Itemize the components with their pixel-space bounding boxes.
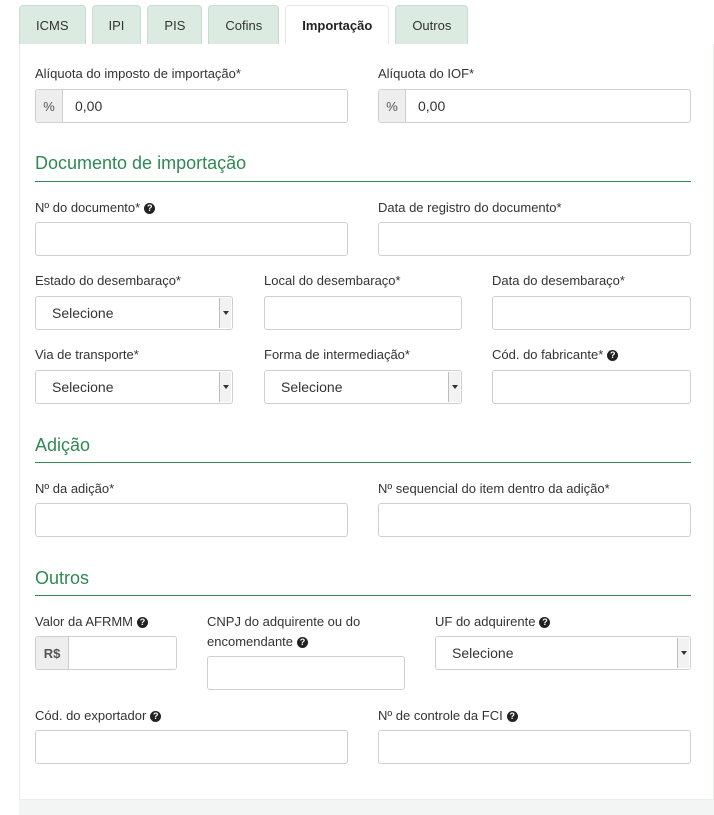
- via-transporte-value: Selecione: [52, 379, 114, 395]
- help-icon[interactable]: ?: [607, 350, 618, 361]
- dropdown-arrow-icon: [677, 638, 689, 668]
- tab-cofins[interactable]: Cofins: [208, 5, 279, 44]
- tab-pis[interactable]: PIS: [147, 5, 202, 44]
- numero-adicao-input[interactable]: [35, 503, 348, 537]
- dropdown-arrow-icon: [448, 372, 460, 402]
- help-icon[interactable]: ?: [297, 637, 308, 648]
- section-divider: [35, 595, 691, 596]
- forma-intermediacao-label: Forma de intermediação*: [264, 347, 410, 362]
- aliquota-importacao-label: Alíquota do imposto de importação*: [35, 66, 241, 81]
- tab-ipi[interactable]: IPI: [92, 5, 142, 44]
- aliquota-iof-label: Alíquota do IOF*: [378, 66, 475, 81]
- afrmm-value[interactable]: [69, 637, 93, 669]
- controle-fci-input[interactable]: [378, 730, 691, 764]
- tab-outros[interactable]: Outros: [395, 5, 468, 44]
- help-icon[interactable]: ?: [150, 711, 161, 722]
- data-desembaraco-input[interactable]: [492, 296, 691, 330]
- forma-intermediacao-select[interactable]: [264, 370, 462, 404]
- numero-documento-label: Nº do documento* ?: [35, 198, 155, 218]
- data-registro-input[interactable]: [378, 222, 691, 256]
- cod-fabricante-label: Cód. do fabricante* ?: [492, 345, 618, 365]
- percent-addon: %: [36, 90, 63, 122]
- data-desembaraco-label: Data do desembaraço*: [492, 273, 625, 288]
- aliquota-iof-input[interactable]: [378, 89, 691, 123]
- section-title-adicao: Adição: [35, 435, 91, 455]
- section-divider: [35, 181, 691, 182]
- via-transporte-select[interactable]: [35, 370, 233, 404]
- afrmm-label: Valor da AFRMM ?: [35, 612, 148, 632]
- controle-fci-label: Nº de controle da FCI ?: [378, 706, 518, 726]
- uf-adquirente-label: UF do adquirente ?: [435, 612, 550, 632]
- cnpj-adquirente-input[interactable]: [207, 656, 405, 690]
- panel-footer-shade: [19, 800, 714, 815]
- estado-desembaraco-label: Estado do desembaraço*: [35, 273, 181, 288]
- uf-adquirente-value: Selecione: [452, 645, 514, 661]
- dropdown-arrow-icon: [219, 298, 231, 328]
- tab-bar: [19, 5, 468, 44]
- numero-adicao-label: Nº da adição*: [35, 481, 115, 496]
- help-icon[interactable]: ?: [539, 617, 550, 628]
- estado-desembaraco-value: Selecione: [52, 305, 114, 321]
- help-icon[interactable]: ?: [507, 711, 518, 722]
- aliquota-importacao-value[interactable]: 0,00: [75, 98, 103, 114]
- via-transporte-label: Via de transporte*: [35, 347, 139, 362]
- cnpj-adquirente-label: CNPJ do adquirente ou do encomendante ?: [207, 614, 361, 649]
- dropdown-arrow-icon: [219, 372, 231, 402]
- section-title-outros: Outros: [35, 568, 90, 588]
- data-registro-label: Data de registro do documento*: [378, 200, 562, 215]
- sequencial-item-input[interactable]: [378, 503, 691, 537]
- numero-documento-input[interactable]: [35, 222, 348, 256]
- percent-addon: %: [379, 90, 406, 122]
- cod-exportador-input[interactable]: [35, 730, 348, 764]
- local-desembaraco-label: Local do desembaraço*: [264, 273, 401, 288]
- section-divider: [35, 462, 691, 463]
- estado-desembaraco-select[interactable]: [35, 296, 233, 330]
- aliquota-importacao-input[interactable]: [35, 89, 348, 123]
- local-desembaraco-input[interactable]: [264, 296, 462, 330]
- sequencial-item-label: Nº sequencial do item dentro da adição*: [378, 481, 610, 496]
- cod-fabricante-input[interactable]: [492, 370, 691, 404]
- currency-addon: R$: [36, 637, 69, 669]
- tab-icms[interactable]: ICMS: [19, 5, 86, 44]
- help-icon[interactable]: ?: [144, 203, 155, 214]
- help-icon[interactable]: ?: [137, 617, 148, 628]
- cod-exportador-label: Cód. do exportador ?: [35, 706, 161, 726]
- afrmm-input[interactable]: [35, 636, 177, 670]
- tab-importacao[interactable]: Importação: [285, 5, 389, 44]
- section-title-documento: Documento de importação: [35, 153, 247, 173]
- aliquota-iof-value[interactable]: 0,00: [418, 98, 446, 114]
- uf-adquirente-select[interactable]: [435, 636, 691, 670]
- forma-intermediacao-value: Selecione: [281, 379, 343, 395]
